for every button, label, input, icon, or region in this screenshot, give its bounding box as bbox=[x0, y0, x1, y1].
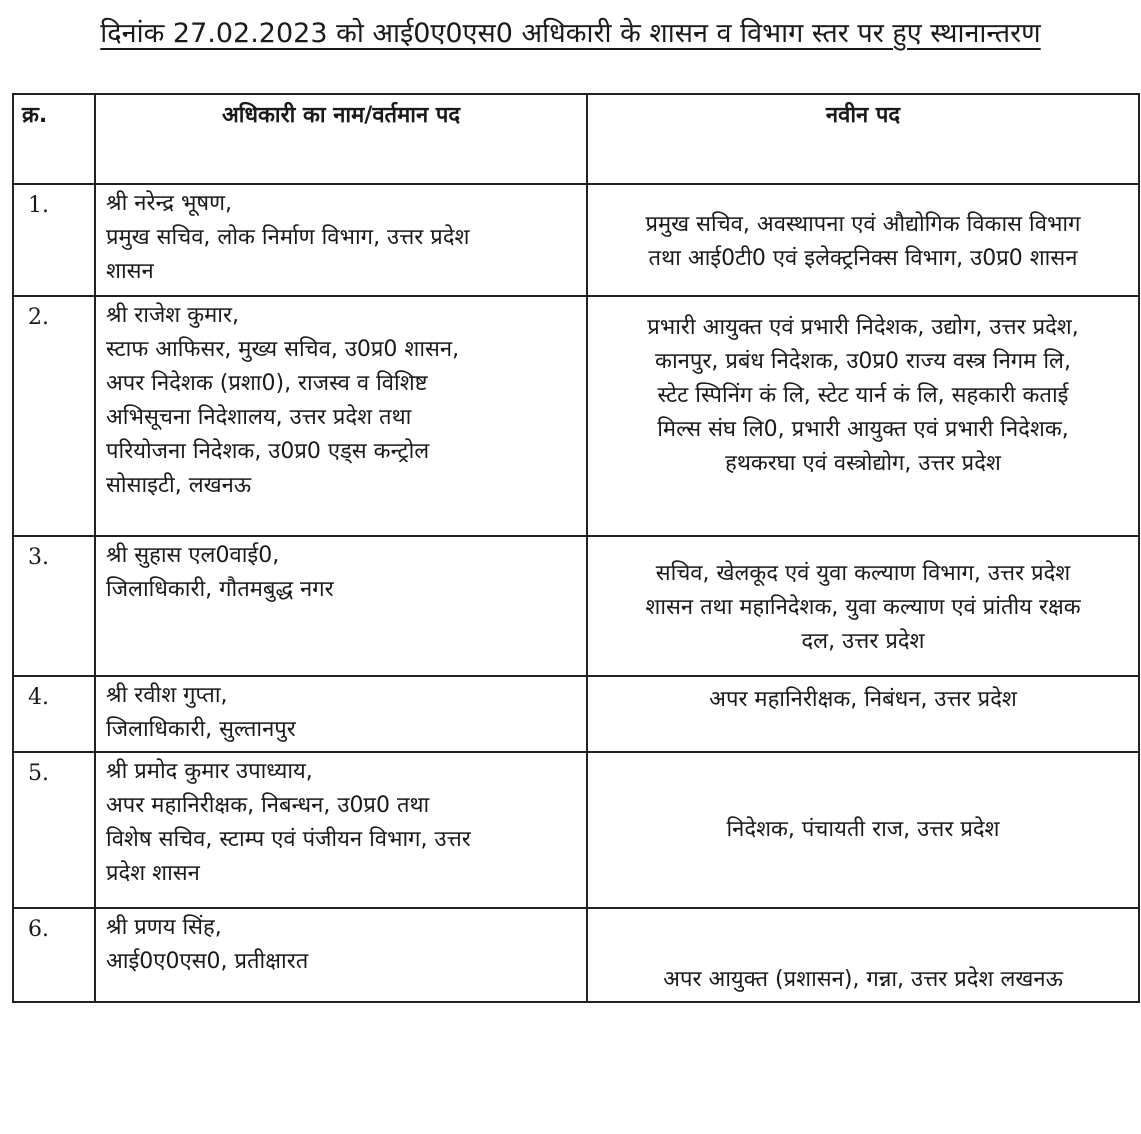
officer-line: श्री प्रणय सिंह, bbox=[106, 915, 222, 940]
new-post-line: अपर आयुक्त (प्रशासन), गन्ना, उत्तर प्रदेश लखनऊ bbox=[663, 967, 1063, 992]
new-post-line: दल, उत्तर प्रदेश bbox=[801, 629, 925, 654]
new-post-line: मिल्स संघ लि0, प्रभारी आयुक्त एवं प्रभारी निदेशक, bbox=[657, 417, 1069, 442]
serial-number: 6. bbox=[13, 908, 95, 1002]
officer-line: आई0ए0एस0, प्रतीक्षारत bbox=[106, 949, 309, 974]
officer-name-current-post bbox=[95, 908, 587, 1002]
new-post bbox=[587, 536, 1139, 676]
new-post-line: शासन तथा महानिदेशक, युवा कल्याण एवं प्रांतीय रक्षक bbox=[645, 595, 1081, 620]
officer-line: जिलाधिकारी, सुल्तानपुर bbox=[106, 717, 296, 742]
officer-line: सोसाइटी, लखनऊ bbox=[106, 473, 252, 498]
officer-line: अभिसूचना निदेशालय, उत्तर प्रदेश तथा bbox=[106, 405, 412, 430]
table-row bbox=[13, 296, 1139, 536]
officer-line: प्रमुख सचिव, लोक निर्माण विभाग, उत्तर प्रदेश bbox=[106, 225, 470, 250]
officer-line: शासन bbox=[106, 259, 154, 284]
officer-name-current-post bbox=[95, 752, 587, 908]
header-new-post: नवीन पद bbox=[587, 94, 1139, 184]
new-post-line: प्रभारी आयुक्त एवं प्रभारी निदेशक, उद्योग, उत्तर प्रदेश, bbox=[647, 315, 1079, 340]
new-post-line: तथा आई0टी0 एवं इलेक्ट्रनिक्स विभाग, उ0प्र0 शासन bbox=[648, 246, 1078, 271]
officer-line: श्री सुहास एल0वाई0, bbox=[106, 543, 280, 568]
officer-name-current-post bbox=[95, 184, 587, 296]
officer-line: प्रदेश शासन bbox=[106, 861, 200, 886]
new-post-line: निदेशक, पंचायती राज, उत्तर प्रदेश bbox=[726, 817, 1000, 842]
document-title bbox=[0, 14, 1141, 54]
new-post-line: कानपुर, प्रबंध निदेशक, उ0प्र0 राज्य वस्त्र निगम लि, bbox=[655, 349, 1071, 374]
officer-line: विशेष सचिव, स्टाम्प एवं पंजीयन विभाग, उत्तर bbox=[106, 827, 471, 852]
new-post bbox=[587, 676, 1139, 752]
officer-line: अपर महानिरीक्षक, निबन्धन, उ0प्र0 तथा bbox=[106, 793, 430, 818]
officer-line: श्री प्रमोद कुमार उपाध्याय, bbox=[106, 759, 313, 784]
serial-number: 3. bbox=[13, 536, 95, 676]
officer-line: जिलाधिकारी, गौतमबुद्ध नगर bbox=[106, 577, 334, 602]
officer-name-current-post bbox=[95, 676, 587, 752]
officer-name-current-post bbox=[95, 536, 587, 676]
officer-line: अपर निदेशक (प्रशा0), राजस्व व विशिष्ट bbox=[106, 371, 428, 396]
table-header-row bbox=[13, 94, 1139, 184]
serial-number: 1. bbox=[13, 184, 95, 296]
new-post-line: स्टेट स्पिनिंग कं लि, स्टेट यार्न कं लि, सहकारी कताई bbox=[657, 383, 1069, 408]
new-post bbox=[587, 296, 1139, 536]
table-row bbox=[13, 676, 1139, 752]
officer-name-current-post bbox=[95, 296, 587, 536]
header-officer-current-post: अधिकारी का नाम/वर्तमान पद bbox=[95, 94, 587, 184]
new-post-line: हथकरघा एवं वस्त्रोद्योग, उत्तर प्रदेश bbox=[725, 451, 1001, 476]
document-title-text: दिनांक 27.02.2023 को आई0ए0एस0 अधिकारी के शासन व विभाग स्तर पर हुए स्थानान्तरण bbox=[100, 18, 1041, 49]
new-post-line: सचिव, खेलकूद एवं युवा कल्याण विभाग, उत्तर प्रदेश bbox=[655, 561, 1071, 586]
table-row bbox=[13, 908, 1139, 1002]
table-row bbox=[13, 752, 1139, 908]
officer-line: श्री रवीश गुप्ता, bbox=[106, 683, 228, 708]
serial-number: 5. bbox=[13, 752, 95, 908]
new-post-line: अपर महानिरीक्षक, निबंधन, उत्तर प्रदेश bbox=[709, 687, 1017, 712]
officer-line: परियोजना निदेशक, उ0प्र0 एड्स कन्ट्रोल bbox=[106, 439, 430, 464]
new-post bbox=[587, 184, 1139, 296]
table-row bbox=[13, 184, 1139, 296]
officer-line: श्री नरेन्द्र भूषण, bbox=[106, 191, 233, 216]
new-post bbox=[587, 908, 1139, 1002]
serial-number: 2. bbox=[13, 296, 95, 536]
officer-line: स्टाफ आफिसर, मुख्य सचिव, उ0प्र0 शासन, bbox=[106, 337, 460, 362]
officer-line: श्री राजेश कुमार, bbox=[106, 303, 239, 328]
new-post bbox=[587, 752, 1139, 908]
header-serial-number: क्र. bbox=[13, 94, 95, 184]
transfer-table bbox=[12, 93, 1140, 1003]
table-row bbox=[13, 536, 1139, 676]
new-post-line: प्रमुख सचिव, अवस्थापना एवं औद्योगिक विकास विभाग bbox=[645, 212, 1081, 237]
serial-number: 4. bbox=[13, 676, 95, 752]
